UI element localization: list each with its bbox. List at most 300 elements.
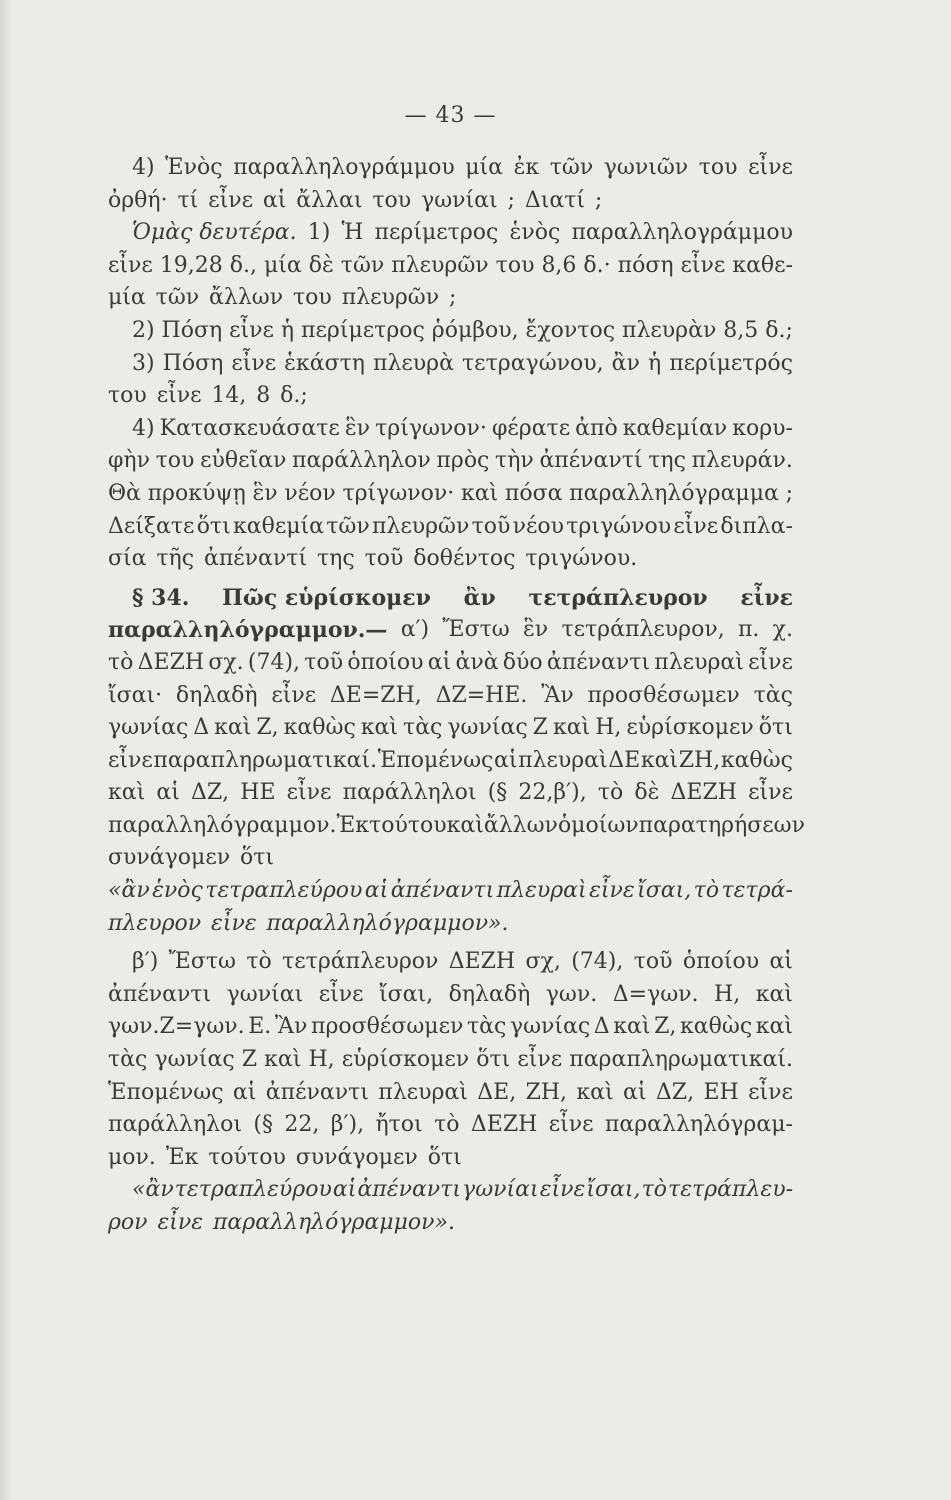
text-word: ἑνὸς xyxy=(152,878,203,904)
text-line xyxy=(108,511,793,544)
text-word: ΔΕΖΗ xyxy=(470,1112,538,1138)
text-word: καθε- xyxy=(732,252,793,278)
text-word: Ε. xyxy=(248,1014,272,1040)
text-word: τετραπλεύρου xyxy=(174,1177,332,1203)
text-word: Πόση xyxy=(162,350,224,376)
text-word: τῶν xyxy=(340,252,385,278)
text-word: γωνίας xyxy=(509,1014,591,1040)
text-word: εἶνε xyxy=(108,747,153,773)
text-word: διπλα- xyxy=(720,513,793,539)
text-line xyxy=(108,217,793,250)
text-line xyxy=(108,282,793,315)
text-word: παραλληλόγραμμον». xyxy=(212,1210,455,1235)
text-word: τὰς xyxy=(753,682,793,708)
text-line xyxy=(108,680,793,713)
text-word: τὸ xyxy=(693,878,720,904)
text-word: πλευρὰν xyxy=(622,317,717,343)
text-word: ΔΕΖΗ xyxy=(448,949,516,975)
text-word: Πόση xyxy=(161,317,223,343)
text-word: «ἂν xyxy=(108,878,150,904)
text-word: § 34. xyxy=(132,584,190,611)
text-word: ἴσαι· xyxy=(108,682,163,708)
text-word: εἶνε xyxy=(108,252,153,278)
text-line xyxy=(108,1109,793,1142)
text-word: καὶ xyxy=(108,780,146,806)
text-word: δὲ xyxy=(634,780,660,806)
text-word: εἶνε xyxy=(748,649,793,675)
text-word: του xyxy=(293,285,332,311)
text-line xyxy=(108,1207,793,1240)
text-word: γωνίας xyxy=(447,715,528,741)
text-word: προκύψῃ xyxy=(147,480,246,506)
text-word: φὴν xyxy=(108,448,150,474)
text-word: ΖΗ, xyxy=(525,1079,568,1105)
text-word: εἶνε xyxy=(748,155,793,180)
text-word: παραλληλογράμμου xyxy=(571,220,793,246)
text-word: ΔΕ xyxy=(608,747,641,773)
text-word: ῥόμβου, xyxy=(431,317,519,343)
text-word: ἔχοντος xyxy=(525,317,616,343)
text-word: παραλληλογράμμου xyxy=(233,155,455,180)
text-word: Ἐκ xyxy=(336,812,370,838)
text-word: παραλληλόγραμμα xyxy=(569,480,779,506)
text-word: Ζ xyxy=(241,1047,258,1073)
text-word: Ἐκ xyxy=(165,1144,199,1170)
text-word: ΔΖ=ΗΕ. xyxy=(435,682,528,708)
text-line xyxy=(108,185,793,218)
text-word: εἶνε xyxy=(156,383,202,409)
text-word: Ζ, xyxy=(654,1014,677,1040)
text-word: τί xyxy=(177,187,199,213)
book-page xyxy=(108,96,805,1240)
text-word: Ἑπομένως xyxy=(377,747,494,773)
text-word: εἶνε xyxy=(231,350,277,376)
text-word: β′), xyxy=(330,1112,365,1138)
text-word: (74), xyxy=(247,649,301,675)
text-word: Ἂν xyxy=(541,682,574,708)
text-line xyxy=(108,250,793,283)
text-word: ἀπὸ xyxy=(575,415,618,441)
text-word: καὶ xyxy=(264,1047,302,1073)
text-word: τὰς xyxy=(403,715,443,741)
text-word: γων. xyxy=(545,981,598,1007)
text-word: δηλαδὴ xyxy=(175,682,258,708)
text-word: τὰς xyxy=(108,1047,148,1073)
text-word: γωνίαι xyxy=(462,1177,539,1203)
text-line xyxy=(108,745,793,778)
text-line xyxy=(108,543,793,576)
text-word: χ. xyxy=(772,617,793,643)
text-word: τετράπλευρον xyxy=(528,584,708,611)
text-word: παρατηρήσεων xyxy=(638,812,805,838)
text-word: καθὼς xyxy=(680,1014,753,1040)
text-word: συνάγομεν xyxy=(295,1144,418,1170)
text-word: ἓν xyxy=(252,480,278,506)
text-word: εἶνε xyxy=(589,878,635,904)
text-word: ἑνὸς xyxy=(509,220,561,246)
text-word: δ., xyxy=(229,252,257,278)
text-word: αἱ xyxy=(156,780,180,806)
text-word: Η, xyxy=(714,981,741,1007)
text-line xyxy=(108,380,793,413)
text-word: Ἂν xyxy=(274,1014,308,1040)
text-word: περίμετρός xyxy=(669,350,793,376)
text-word: περίμετρος xyxy=(301,317,425,343)
text-word: παραλληλόγραμμον. xyxy=(108,812,337,838)
text-word: αἱ xyxy=(262,187,287,213)
text-word: εἶνε xyxy=(539,1177,586,1203)
text-word: σία xyxy=(108,546,147,572)
text-line xyxy=(108,842,793,875)
text-line xyxy=(108,777,793,810)
text-word: δ.; xyxy=(765,317,793,343)
text-word: πλευρῶν xyxy=(371,513,470,539)
text-word: εἶνε xyxy=(748,1079,793,1105)
text-word: ἄλλων xyxy=(483,812,558,838)
text-word: ΗΕ xyxy=(240,780,276,806)
text-word: του xyxy=(155,448,195,474)
text-word: 4) xyxy=(132,415,155,441)
text-word: εἶνε xyxy=(680,252,726,278)
text-word: ΔΖ, xyxy=(655,1079,695,1105)
text-word: ὀρθή· xyxy=(108,187,168,213)
text-word: ; xyxy=(449,285,457,311)
text-word: Ἡ xyxy=(341,220,364,246)
text-word: 8,6 xyxy=(541,252,577,278)
text-line xyxy=(108,946,793,979)
text-word: Ἔστω xyxy=(168,949,236,975)
text-word: εἶνε xyxy=(548,1112,594,1138)
text-word: γωνιῶν xyxy=(603,155,689,180)
text-word: καὶ xyxy=(360,715,399,741)
text-word: πλευράν. xyxy=(691,448,793,474)
text-word: τὸ xyxy=(641,1177,667,1203)
text-word: τετρά- xyxy=(721,878,793,904)
text-word: τὴν xyxy=(495,448,534,474)
text-word: τὰς xyxy=(466,1014,507,1040)
text-word: ἀπέναντι xyxy=(546,649,651,675)
text-word: νέου xyxy=(512,513,565,539)
text-word: καὶ xyxy=(214,715,252,741)
text-word: αἱ xyxy=(769,949,793,975)
text-word: τρίγωνον· xyxy=(342,480,455,506)
text-word: ἂν xyxy=(463,584,496,611)
text-word: (§ xyxy=(253,1112,273,1138)
text-word: ὁμοίων xyxy=(557,812,639,838)
text-word: ἴσαι, xyxy=(637,878,692,904)
text-word: ἴσαι, xyxy=(379,981,434,1007)
text-word: ρον xyxy=(108,1210,148,1235)
text-word: ἓν xyxy=(522,617,549,643)
text-word: σχ, xyxy=(525,949,561,975)
text-word: εὑρίσκομεν xyxy=(341,1047,470,1073)
text-word: 3) xyxy=(132,350,155,376)
text-word: δύο xyxy=(502,649,543,675)
text-word: πλευραὶ xyxy=(518,747,608,773)
text-word: εἶνε xyxy=(157,1210,204,1235)
text-word: ΔΕ, xyxy=(477,1079,517,1105)
text-word: π. xyxy=(737,617,760,643)
text-word: Ζ xyxy=(532,715,548,741)
text-word: καὶ xyxy=(613,1014,651,1040)
text-word: Η, xyxy=(308,1047,335,1073)
text-word: δηλαδὴ xyxy=(448,981,531,1007)
text-word: πόσα xyxy=(504,480,563,506)
text-word: εἶνε xyxy=(271,682,317,708)
text-word: παράλληλον xyxy=(292,448,431,474)
text-word: δ.; xyxy=(280,383,308,409)
text-word: πρὸς xyxy=(436,448,490,474)
text-word: παραλληλόγραμμον.— xyxy=(108,617,388,644)
text-word: Δ=γων. xyxy=(612,981,699,1007)
text-word: (74), xyxy=(571,949,624,975)
text-word: 1) xyxy=(307,220,331,246)
text-word: μία xyxy=(465,155,504,180)
text-word: ἀπέναντί xyxy=(203,546,308,572)
text-word: συνάγομεν xyxy=(108,845,231,871)
text-line xyxy=(108,1044,793,1077)
text-word: καθὼς xyxy=(283,715,356,741)
text-word: ἀπέναντι xyxy=(108,981,212,1007)
text-word: ἐκ xyxy=(513,155,540,180)
text-word: παραλληλόγραμμον». xyxy=(266,910,509,936)
text-word: ἡ xyxy=(647,350,662,376)
text-word: γωνίας xyxy=(154,1047,235,1073)
text-word: τετραπλεύρου xyxy=(205,878,363,904)
text-word: γων.Ζ=γων. xyxy=(108,1014,245,1040)
text-word: τετράπλευ- xyxy=(668,1177,793,1203)
text-word: καὶ xyxy=(640,747,679,773)
text-word: σχ. xyxy=(208,649,244,675)
text-word: 8,5 xyxy=(723,317,759,343)
text-word: τριγώνου. xyxy=(525,546,638,572)
text-word: πλευρῶν xyxy=(341,285,440,311)
text-word: τετραγώνου, xyxy=(462,350,604,376)
text-word: πόση xyxy=(617,252,674,278)
text-word: 22,β′), xyxy=(518,780,587,806)
text-word: Ἑπομένως xyxy=(108,1079,224,1105)
text-word: πλευραὶ xyxy=(496,878,587,904)
text-word: τὸ xyxy=(246,949,272,975)
text-word: ἂν xyxy=(611,350,640,376)
text-word: τῶν xyxy=(155,285,200,311)
text-word: τὸ xyxy=(108,649,134,675)
text-word: της xyxy=(648,448,686,474)
text-word: τῶν xyxy=(549,155,594,180)
text-word: πλευραὶ xyxy=(654,649,744,675)
text-word: (§ xyxy=(487,780,508,806)
text-word: κορυ- xyxy=(732,415,793,441)
text-word: του xyxy=(495,252,535,278)
text-word: ἀπέναντί xyxy=(539,448,643,474)
text-word: ἓν xyxy=(344,415,371,441)
text-word: πλευρῶν xyxy=(391,252,489,278)
text-word: πλευρὰ xyxy=(373,350,454,376)
text-word: καθὼς xyxy=(720,747,793,773)
text-word: ἀπέναντι xyxy=(265,1079,369,1105)
text-word: ΔΕΖΗ xyxy=(670,780,737,806)
text-word: εἶνε xyxy=(318,981,364,1007)
text-word: τρίγωνον· xyxy=(375,415,487,441)
text-word: ἄλλαι xyxy=(296,187,363,213)
text-word: Κατασκευάσατε xyxy=(159,415,340,441)
text-word: Πῶς εὑρίσκομεν xyxy=(222,584,431,611)
text-word: του xyxy=(372,187,412,213)
text-word: αἱ xyxy=(623,1079,647,1105)
text-word: εἶνε xyxy=(673,513,719,539)
text-word: ἑκάστη xyxy=(284,350,365,376)
text-line xyxy=(108,647,793,680)
text-line xyxy=(108,413,793,446)
text-word: του xyxy=(108,383,147,409)
text-word: μον. xyxy=(108,1144,156,1170)
text-word: καὶ xyxy=(755,1014,793,1040)
text-word: ΔΕ=ΖΗ, xyxy=(329,682,422,708)
text-word: δ.· xyxy=(583,252,611,278)
text-word: γωνίας xyxy=(108,715,189,741)
text-word: ΕΗ xyxy=(703,1079,739,1105)
text-line xyxy=(108,908,793,941)
text-word: ΔΕΖΗ xyxy=(137,649,205,675)
text-word: εἶνε xyxy=(740,584,793,611)
text-line xyxy=(108,152,793,185)
text-word: αἱ xyxy=(493,747,518,773)
text-word: εἶνε xyxy=(208,187,253,213)
text-line xyxy=(108,875,793,908)
text-word: ; xyxy=(594,187,603,213)
text-line xyxy=(108,1142,793,1175)
text-word: ΖΗ, xyxy=(678,747,721,773)
text-word: «ἂν xyxy=(132,1177,174,1203)
text-word: ἀπέναντι xyxy=(390,878,495,904)
text-word: Ὁμὰς δευτέρα. xyxy=(132,220,297,246)
text-line xyxy=(108,1174,793,1207)
text-word: ἡ xyxy=(280,317,295,343)
text-word: 8 xyxy=(256,383,271,409)
text-word: Δ xyxy=(593,1014,610,1040)
text-word: μία xyxy=(108,285,146,311)
text-word: Διατί xyxy=(524,187,586,213)
text-word: Η, xyxy=(595,715,622,741)
text-line xyxy=(108,979,793,1012)
text-word: αἱ xyxy=(427,649,452,675)
text-word: ὁποίου xyxy=(682,949,760,975)
page-text-body xyxy=(108,152,805,1240)
text-word: γωνίαι xyxy=(421,187,498,213)
text-word: του xyxy=(698,155,738,180)
text-word: εἶνε xyxy=(748,780,793,806)
text-word: παραλληλόγραμ- xyxy=(604,1112,793,1138)
text-word: τὸ xyxy=(597,780,624,806)
text-word: παραπληρωματικαί. xyxy=(153,747,378,773)
page-binding-edge xyxy=(0,0,14,1500)
text-word: τῆς xyxy=(156,546,195,572)
text-word: αἱ xyxy=(332,1177,357,1203)
text-word: ἄλλων xyxy=(209,285,284,311)
text-line xyxy=(108,478,793,511)
text-word: α′) xyxy=(400,617,430,643)
text-word: παράλληλοι xyxy=(108,1112,242,1138)
text-word: ὁποίου xyxy=(347,649,424,675)
text-word: Δ xyxy=(193,715,210,741)
text-line xyxy=(108,348,793,381)
page-number: — 43 — xyxy=(404,103,497,128)
text-word: ὅτι xyxy=(758,715,793,741)
text-word: τὸ xyxy=(434,1112,460,1138)
text-word: τριγώνου xyxy=(566,513,672,539)
text-word: Δείξατε xyxy=(108,513,195,539)
text-word: 19,28 xyxy=(159,252,223,278)
text-word: τετράπλευρον xyxy=(282,949,439,975)
text-word: 22, xyxy=(284,1112,320,1138)
text-word: γωνίαι xyxy=(226,981,304,1007)
text-word: καὶ xyxy=(755,981,793,1007)
text-word: πλευραὶ xyxy=(378,1079,468,1105)
text-word: ὅτι xyxy=(427,1144,462,1170)
text-word: 2) xyxy=(132,317,155,343)
text-word: ὅτι xyxy=(196,513,231,539)
text-word: περίμετρος xyxy=(374,220,499,246)
text-line xyxy=(108,614,793,647)
text-word: τούτου xyxy=(208,1144,286,1170)
text-word: καθεμία xyxy=(232,513,324,539)
text-line xyxy=(108,582,793,615)
text-word: καὶ xyxy=(446,812,484,838)
text-word: ἴσαι, xyxy=(586,1177,641,1203)
text-word: ἀπέναντι xyxy=(357,1177,461,1203)
text-word: εὑρίσκομεν xyxy=(626,715,754,741)
text-word: ; xyxy=(785,480,793,506)
text-word: καὶ xyxy=(576,1079,614,1105)
text-word: εἶνε xyxy=(517,1047,563,1073)
text-word: καθεμίαν xyxy=(622,415,728,441)
text-word: ΔΖ, xyxy=(190,780,230,806)
text-word: τετράπλευρον, xyxy=(561,617,725,643)
text-word: εἶνε xyxy=(211,910,257,936)
text-word: φέρατε xyxy=(491,415,571,441)
text-word: καὶ xyxy=(552,715,591,741)
text-word: εὐθεῖαν xyxy=(200,448,287,474)
text-word: τοῦ xyxy=(471,513,511,539)
text-line xyxy=(108,1011,793,1044)
text-word: ὅτι xyxy=(239,845,275,871)
text-word: μία xyxy=(263,252,302,278)
text-word: 14, xyxy=(211,383,247,409)
text-line xyxy=(108,810,805,843)
text-word: αἱ xyxy=(232,1079,257,1105)
text-word: ; xyxy=(507,187,515,213)
text-word: β′) xyxy=(132,949,159,975)
text-word: νέον xyxy=(284,480,336,506)
text-word: εἶνε xyxy=(229,317,274,343)
text-word: καὶ xyxy=(460,480,499,506)
text-word: τοῦ xyxy=(364,546,404,572)
text-line xyxy=(108,712,793,745)
text-word: Θὰ xyxy=(108,480,141,506)
text-word: δὲ xyxy=(308,252,334,278)
text-word: της xyxy=(316,546,355,572)
text-word: ὅτι xyxy=(476,1047,511,1073)
text-word: τούτου xyxy=(369,812,447,838)
text-word: ἀνὰ xyxy=(455,649,499,675)
text-line xyxy=(108,315,793,348)
text-word: ἤτοι xyxy=(375,1112,423,1138)
text-word: δοθέντος xyxy=(413,546,516,572)
text-word: τῶν xyxy=(326,513,370,539)
text-word: Ζ, xyxy=(256,715,279,741)
text-word: πλευρον xyxy=(108,910,202,936)
text-word: Ἑνὸς xyxy=(165,155,223,180)
